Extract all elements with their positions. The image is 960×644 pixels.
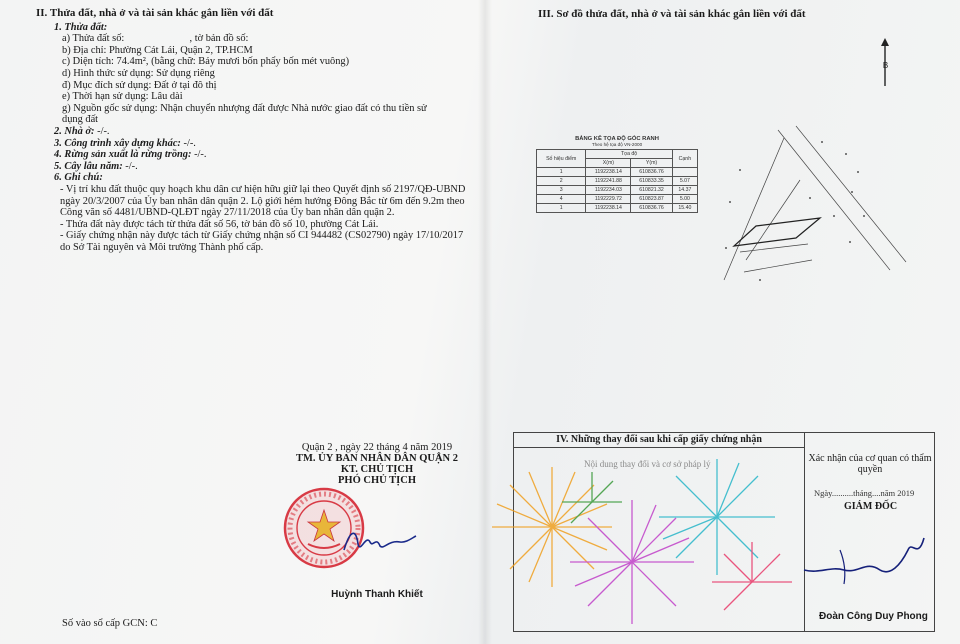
- confirmation-date: Ngày..........tháng....năm 2019: [814, 488, 915, 498]
- section-iv-title: IV. Những thay đổi sau khi cấp giấy chứng nhận: [514, 433, 804, 448]
- cell-y: 610833.35: [631, 177, 672, 186]
- table-row: [537, 195, 698, 204]
- cell-y: 610823.87: [631, 195, 672, 204]
- cell-x: 1192229.72: [586, 195, 631, 204]
- issuer-name: Huỳnh Thanh Khiết: [331, 589, 423, 600]
- coordinate-table-subtitle: Theo hệ tọa độ VN-2000: [591, 142, 643, 147]
- item-2-row: [36, 126, 466, 138]
- cell-x: 1192241.88: [586, 177, 631, 186]
- director-name: Đoàn Công Duy Phong: [819, 611, 928, 622]
- table-row: [537, 177, 698, 186]
- cell-point: 1: [537, 168, 586, 177]
- issuer-kt: KT. CHỦ TỊCH: [340, 464, 414, 475]
- table-row: [537, 204, 698, 213]
- item-5-row: [36, 161, 466, 173]
- land-info-section: [36, 8, 466, 253]
- coordinate-table-title: BẢNG KÊ TỌA ĐỘ GÓC RANH: [575, 136, 659, 142]
- registry-number: Số vào sổ cấp GCN: C: [62, 618, 158, 629]
- usage-form-row: d) Hình thức sử dụng: Sử dụng riêng: [62, 67, 215, 79]
- cell-edge: 5.07: [672, 177, 697, 186]
- item-4-label: 4. Rừng sản xuất là rừng trồng:: [54, 149, 192, 161]
- north-label: B: [882, 61, 889, 70]
- note-3: - Giấy chứng nhận này được tách từ Giấy chứng nhận số CI 944482 (CS02790) ngày 17/10/2017 do Sở Tài nguyên và Môi trường Thành phố cấp.: [60, 230, 464, 253]
- fireworks-overlay-icon: [482, 442, 812, 632]
- cell-point: 3: [537, 186, 586, 195]
- issuer-role: PHÓ CHỦ TỊCH: [338, 475, 416, 486]
- confirmation-header: Xác nhận của cơ quan có thẩm quyền: [808, 453, 932, 475]
- item-2-value: -/-.: [94, 125, 110, 137]
- item-3-value: -/-.: [180, 137, 196, 149]
- cell-point: 2: [537, 177, 586, 186]
- section-ii-title: II. Thửa đất, nhà ở và tài sản khác gắn liền với đất: [36, 7, 274, 19]
- item-4-row: [36, 149, 466, 161]
- director-title: GIÁM ĐỐC: [844, 501, 898, 512]
- col-coord: Tọa độ: [586, 150, 672, 159]
- cell-point: 4: [537, 195, 586, 204]
- item-5-label: 5. Cây lâu năm:: [54, 160, 123, 172]
- parcel-site-sketch: [700, 120, 940, 295]
- changes-column-header: Nội dung thay đổi và cơ sở pháp lý: [584, 459, 711, 469]
- area-row: c) Diện tích: 74.4m², (bằng chữ: Bảy mươi bốn phẩy bốn mét vuông): [62, 56, 350, 68]
- cell-edge: 5.00: [672, 195, 697, 204]
- issuer-org: TM. ỦY BAN NHÂN DÂN QUẬN 2: [295, 453, 459, 464]
- col-x: X(m): [586, 159, 631, 168]
- usage-term-row: e) Thời hạn sử dụng: Lâu dài: [62, 91, 183, 103]
- map-sheet-label: , tờ bản đồ số:: [189, 33, 249, 45]
- cell-y: 610836.76: [631, 168, 672, 177]
- parcel-number-row: [36, 33, 466, 45]
- col-point: Số hiệu điểm: [537, 150, 586, 168]
- item-5-value: -/-.: [122, 160, 138, 172]
- issue-date: Quận 2 , ngày 22 tháng 4 năm 2019: [301, 442, 453, 453]
- item-4-value: -/-.: [191, 149, 207, 161]
- item-3-row: [36, 138, 466, 150]
- cell-edge: [672, 168, 697, 177]
- item-2-label: 2. Nhà ở:: [54, 125, 95, 137]
- parcel-number-label: a) Thửa đất số:: [62, 33, 125, 45]
- address-row: b) Địa chỉ: Phường Cát Lái, Quận 2, TP.HCM: [62, 44, 253, 56]
- cell-edge: 15.40: [672, 204, 697, 213]
- cell-x: 1192238.14: [586, 204, 631, 213]
- item-6-label: 6. Ghi chú:: [54, 172, 103, 184]
- director-signature-icon: [800, 530, 930, 590]
- issuer-signature-icon: [340, 520, 420, 560]
- usage-purpose-row: đ) Mục đích sử dụng: Đất ở tại đô thị: [62, 79, 217, 91]
- cell-point: 1: [537, 204, 586, 213]
- cell-x: 1192238.14: [586, 168, 631, 177]
- item-3-label: 3. Công trình xây dựng khác:: [54, 137, 181, 149]
- north-arrow-icon: [878, 38, 892, 88]
- section-iii-title: III. Sơ đồ thửa đất, nhà ở và tài sản khác gắn liền với đất: [538, 8, 806, 20]
- coordinate-table: [536, 136, 698, 213]
- cell-x: 1192234.03: [586, 186, 631, 195]
- cell-y: 610821.32: [631, 186, 672, 195]
- col-y: Y(m): [631, 159, 672, 168]
- issuer-signature-block: [262, 442, 492, 486]
- cell-edge: 14.37: [672, 186, 697, 195]
- table-row: [537, 168, 698, 177]
- note-1: - Vị trí khu đất thuộc quy hoạch khu dân cư hiện hữu giữ lại theo Quyết định số 2197/QĐ-UBND ngày 20/3/2007 của Ủy ban nhân dân quận 2. Lộ giới hẻm hướng Đông Bắc từ 6m đến 9.2m theo Công văn số 4481/UBND-QLĐT ngày 27/11/2018 của Ủy ban nhân dân quận 2.: [60, 183, 466, 219]
- cell-y: 610836.76: [631, 204, 672, 213]
- table-row: [537, 186, 698, 195]
- item-1-label: 1. Thửa đất:: [54, 21, 108, 33]
- col-edge: Cạnh: [672, 150, 697, 168]
- usage-origin-row: g) Nguồn gốc sử dụng: Nhận chuyển nhượng đất được Nhà nước giao đất có thu tiền sử dụng đất: [62, 102, 427, 126]
- note-2: - Thửa đất này được tách từ thửa đất số 56, tờ bản đồ số 10, phường Cát Lái.: [60, 218, 379, 230]
